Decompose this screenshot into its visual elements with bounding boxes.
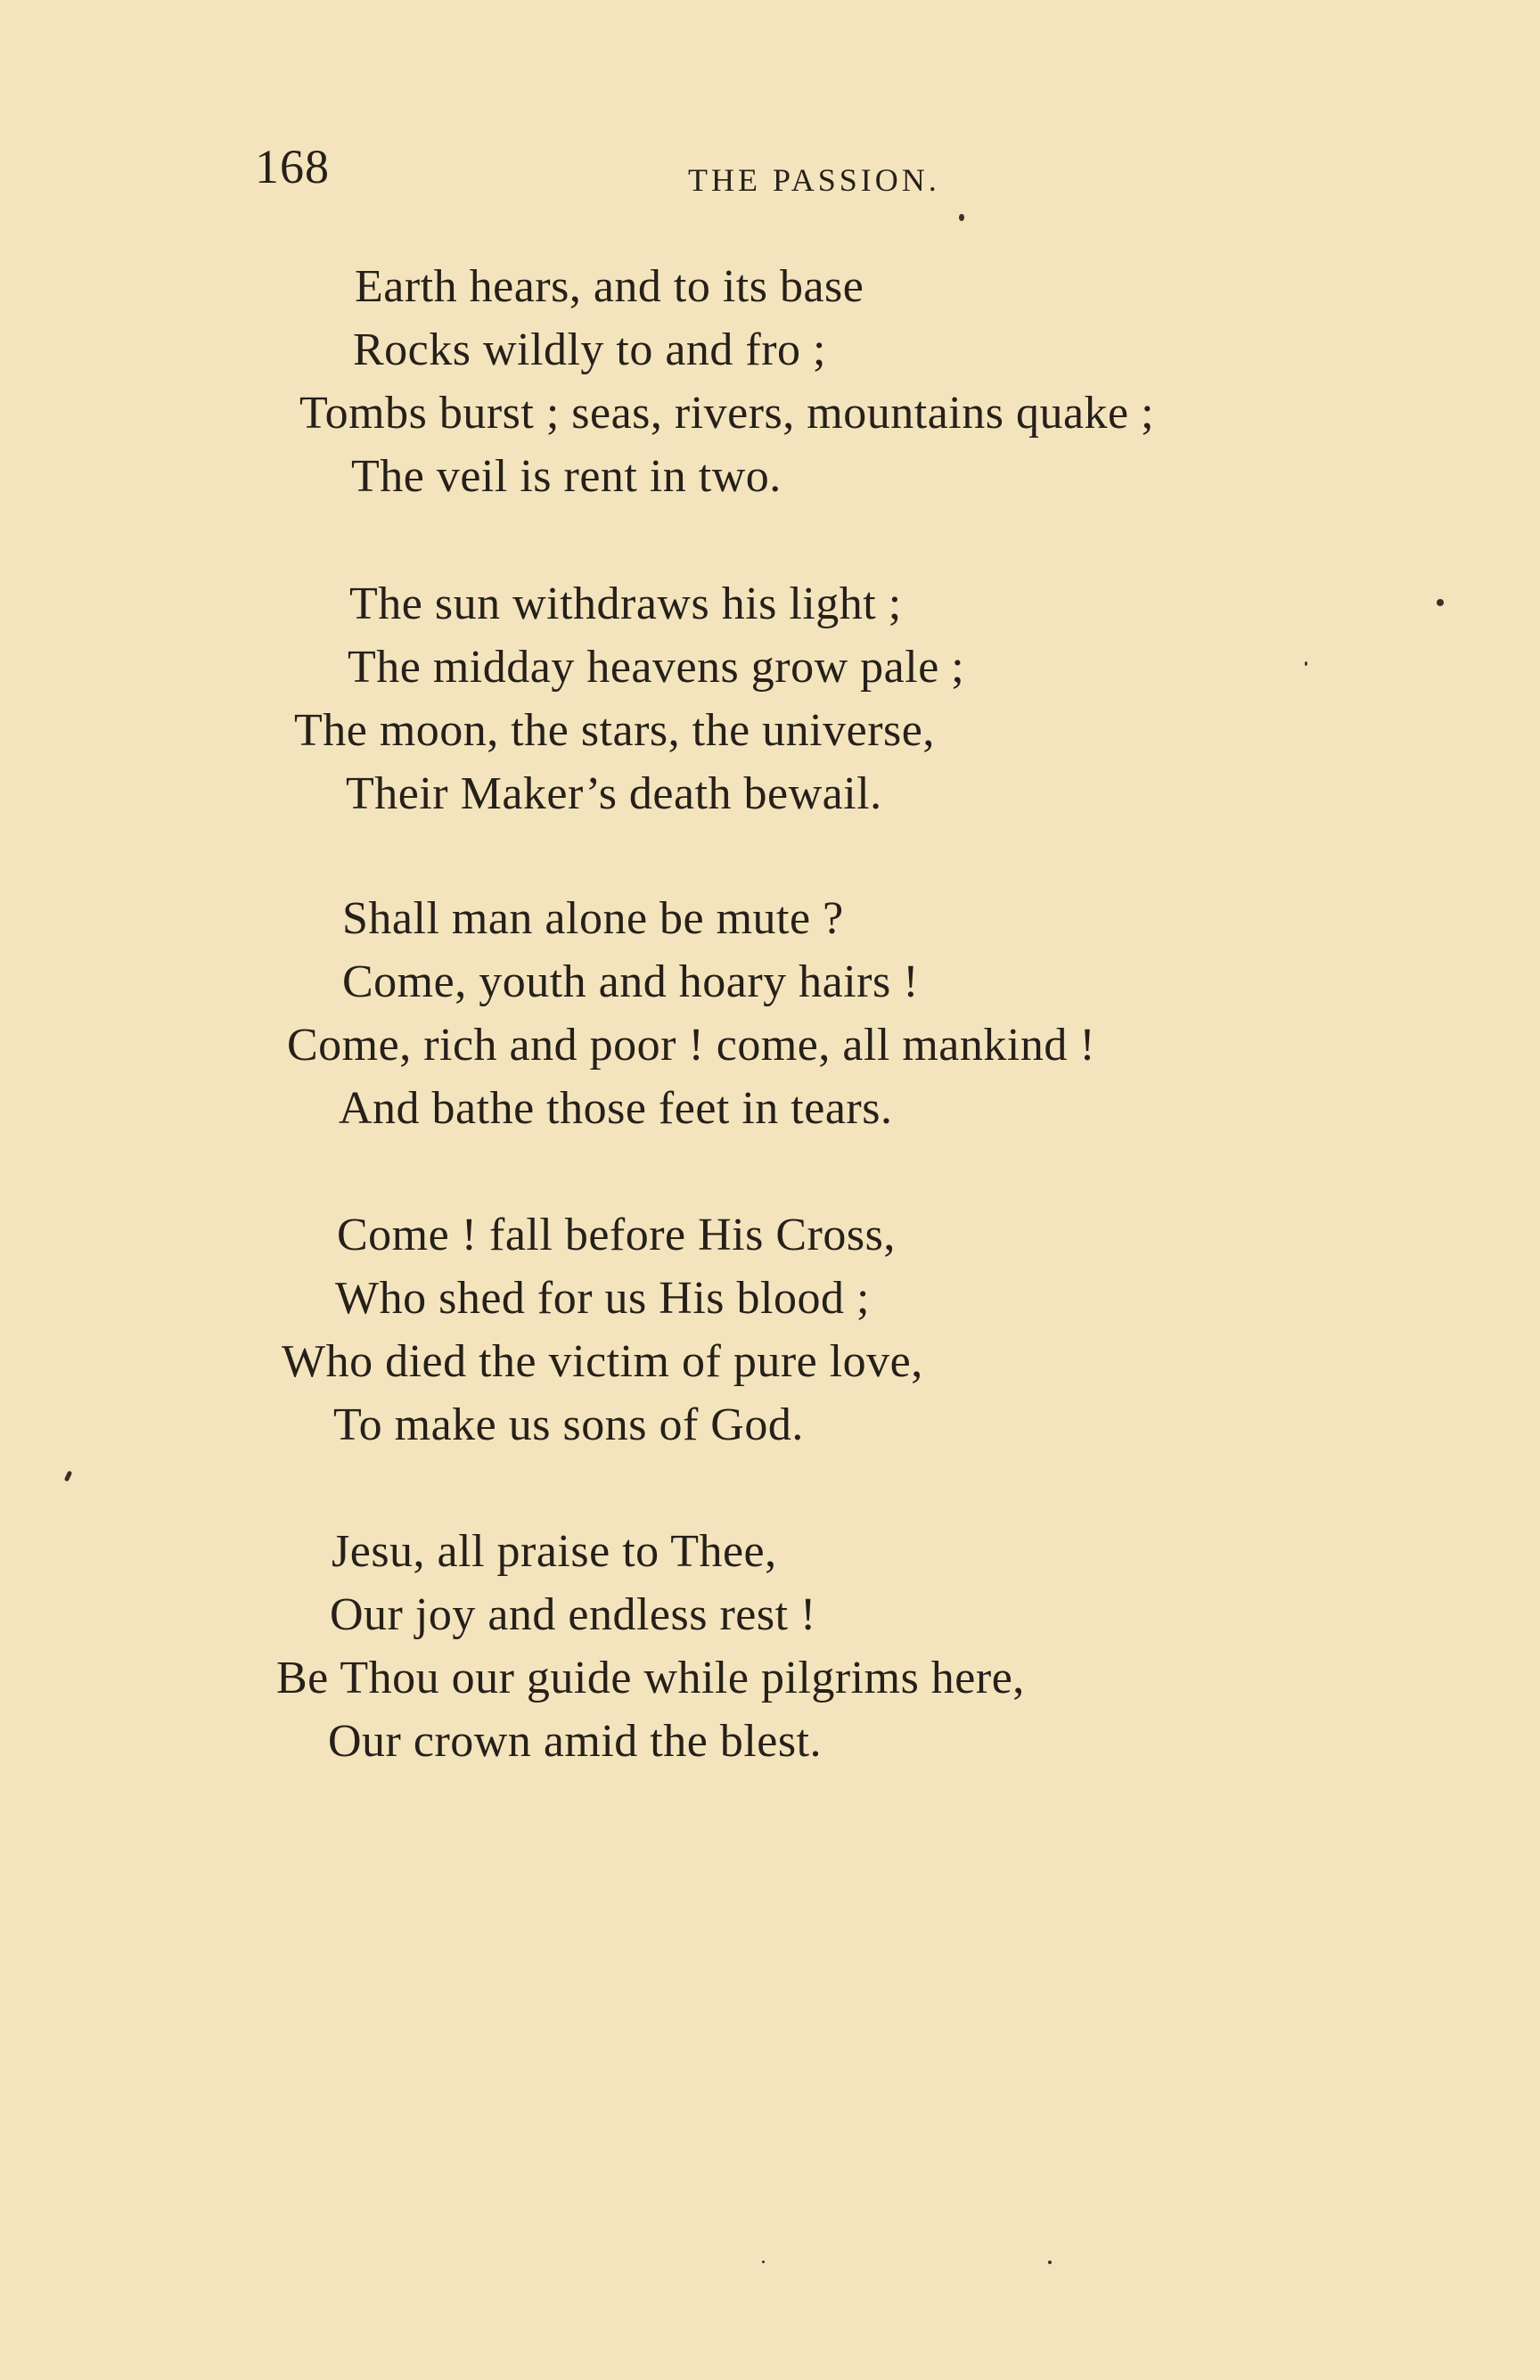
poem-line: Who died the victim of pure love, [282,1336,923,1387]
paper-speck [762,2261,765,2263]
poem-line: The sun withdraws his light ; [349,579,902,629]
poem-line: Come, youth and hoary hairs ! [342,956,920,1007]
poem-line: Our joy and endless rest ! [330,1589,816,1640]
paper-speck [959,214,964,221]
paper-speck [64,1471,73,1482]
paper-speck [1048,2261,1052,2264]
poem-line: Jesu, all praise to Thee, [332,1526,777,1577]
poem-line: The moon, the stars, the universe, [294,705,935,756]
poem-line: Come, rich and poor ! come, all mankind ! [287,1020,1096,1071]
poem-line: Rocks wildly to and fro ; [353,324,827,375]
page-number: 168 [255,140,330,193]
poem-line: Come ! fall before His Cross, [337,1210,896,1260]
poem-line: Shall man alone be mute ? [342,893,844,944]
poem-line: Who shed for us His blood ; [335,1273,870,1324]
poem-line: Our crown amid the blest. [328,1716,823,1767]
poem-line: And bathe those feet in tears. [339,1083,893,1134]
paper-speck [1437,599,1444,606]
poem-line: The veil is rent in two. [351,451,782,502]
poem-line: Be Thou our guide while pilgrims here, [276,1653,1025,1703]
poem-line: The midday heavens grow pale ; [348,642,965,693]
poem-line: Tombs burst ; seas, rivers, mountains quake ; [299,388,1155,439]
paper-speck [1305,661,1307,666]
poem-line: To make us sons of God. [333,1399,804,1450]
poem-line: Their Maker’s death bewail. [346,768,882,819]
running-title: THE PASSION. [688,162,940,198]
poem-line: Earth hears, and to its base [355,261,864,312]
